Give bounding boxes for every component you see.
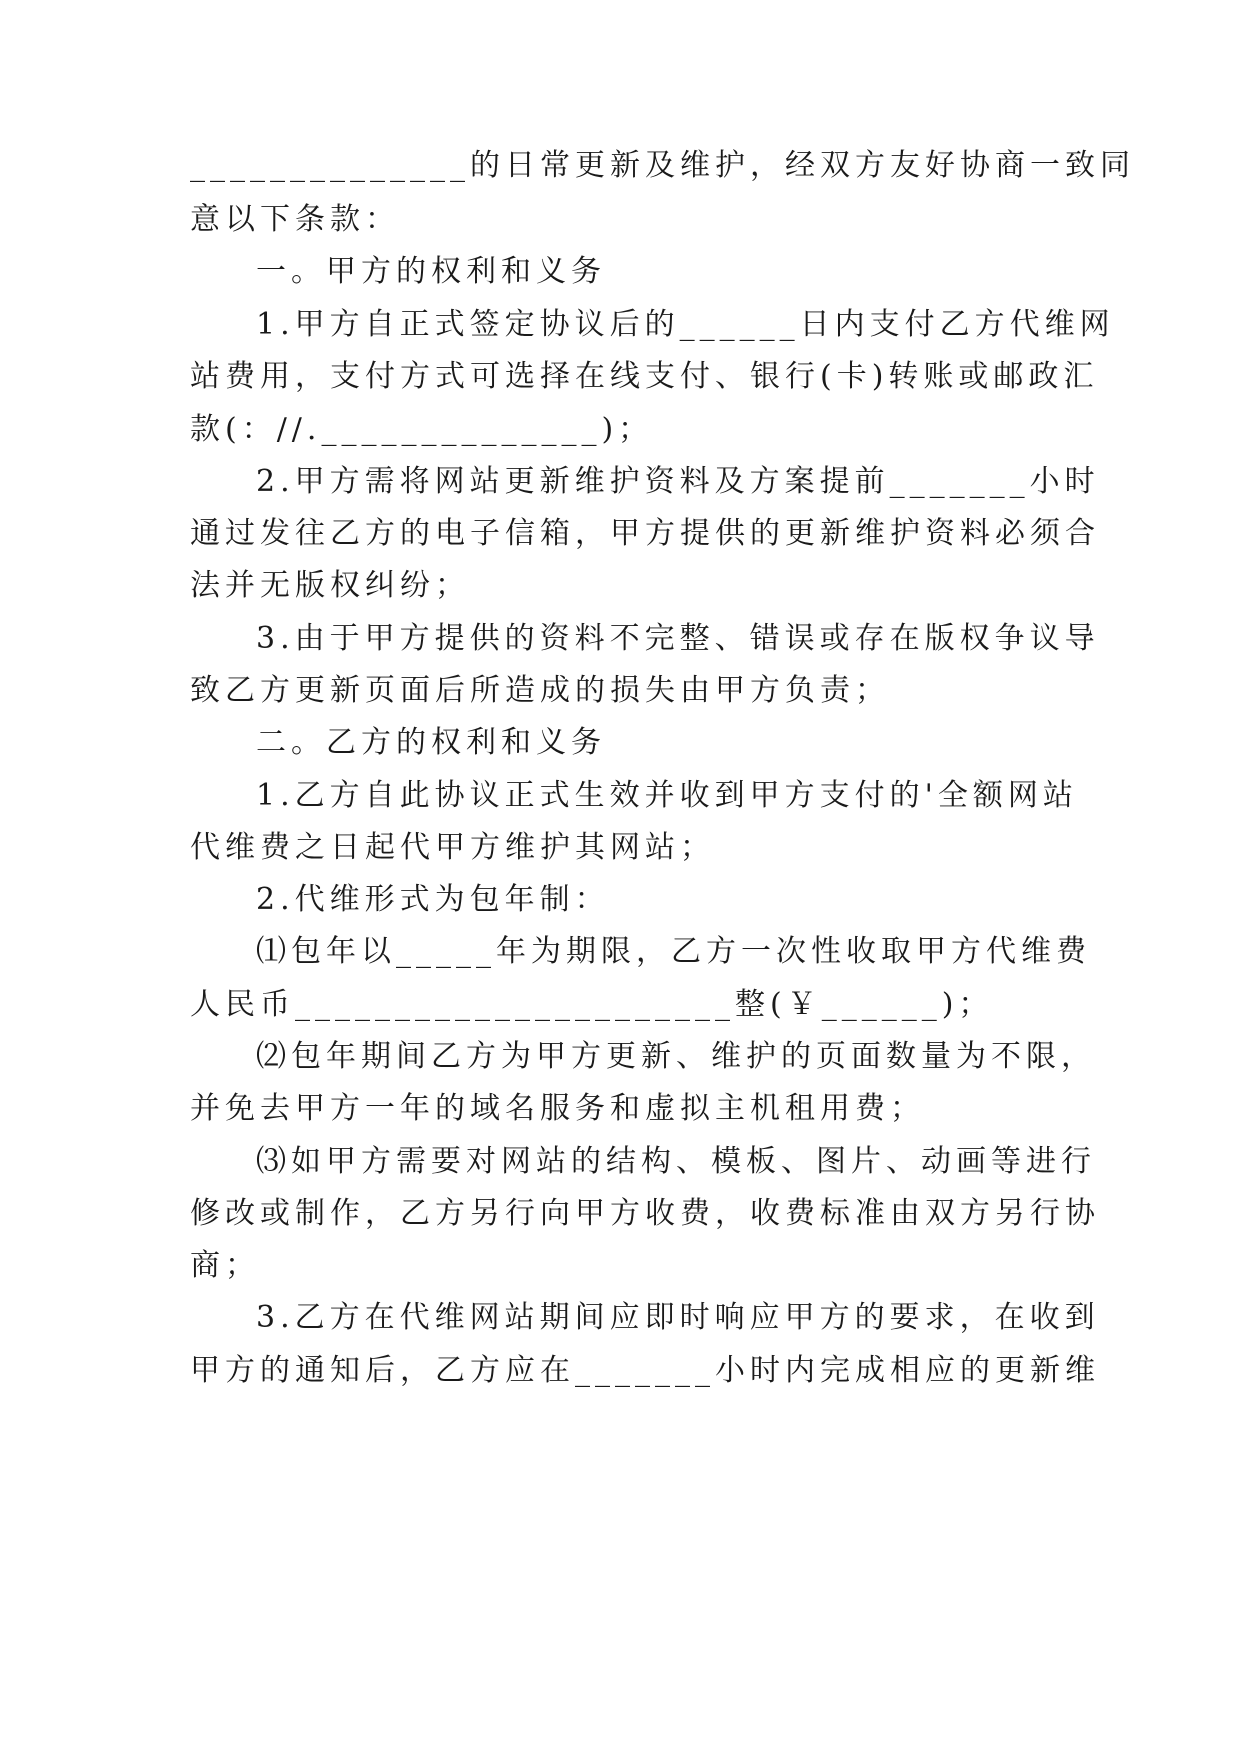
text-line: 修改或制作，乙方另行向甲方收费，收费标准由双方另行协 (190, 1196, 1100, 1231)
text-line: 代维费之日起代甲方维护其网站； (190, 830, 715, 865)
clause: 3.乙方在代维网站期间应即时响应甲方的要求，在收到 (256, 1300, 1100, 1335)
text-line: 法并无版权纠纷； (190, 568, 470, 603)
clause: 2.代维形式为包年制： (256, 882, 610, 917)
text-line: 意以下条款： (190, 202, 400, 237)
clause: 1.乙方自此协议正式生效并收到甲方支付的'全额网站 (256, 778, 1078, 813)
text-line: 致乙方更新页面后所造成的损失由甲方负责； (190, 673, 890, 708)
text-line: 并免去甲方一年的域名服务和虚拟主机租用费； (190, 1091, 925, 1126)
section-heading: 二。乙方的权利和义务 (256, 725, 606, 760)
text-line: 款(：//.______________)； (190, 412, 654, 447)
clause: 1.甲方自正式签定协议后的______日内支付乙方代维网 (256, 307, 1115, 342)
text-line: 商； (190, 1248, 260, 1283)
clause: 3.由于甲方提供的资料不完整、错误或存在版权争议导 (256, 621, 1100, 656)
text-line: 通过发往乙方的电子信箱，甲方提供的更新维护资料必须合 (190, 516, 1100, 551)
sub-clause: ⑵包年期间乙方为甲方更新、维护的页面数量为不限， (256, 1039, 1096, 1074)
text-line: 甲方的通知后，乙方应在_______小时内完成相应的更新维 (190, 1353, 1100, 1388)
sub-clause: ⑴包年以_____年为期限，乙方一次性收取甲方代维费 (256, 934, 1091, 969)
sub-clause: ⑶如甲方需要对网站的结构、模板、图片、动画等进行 (256, 1144, 1096, 1179)
text-line: ______________的日常更新及维护，经双方友好协商一致同 (190, 148, 1135, 183)
text-line: 站费用，支付方式可选择在线支付、银行(卡)转账或邮政汇 (190, 359, 1099, 394)
text-line: 人民币______________________整(￥______)； (190, 987, 994, 1022)
section-heading: 一。甲方的权利和义务 (256, 254, 606, 289)
clause: 2.甲方需将网站更新维护资料及方案提前_______小时 (256, 464, 1100, 499)
